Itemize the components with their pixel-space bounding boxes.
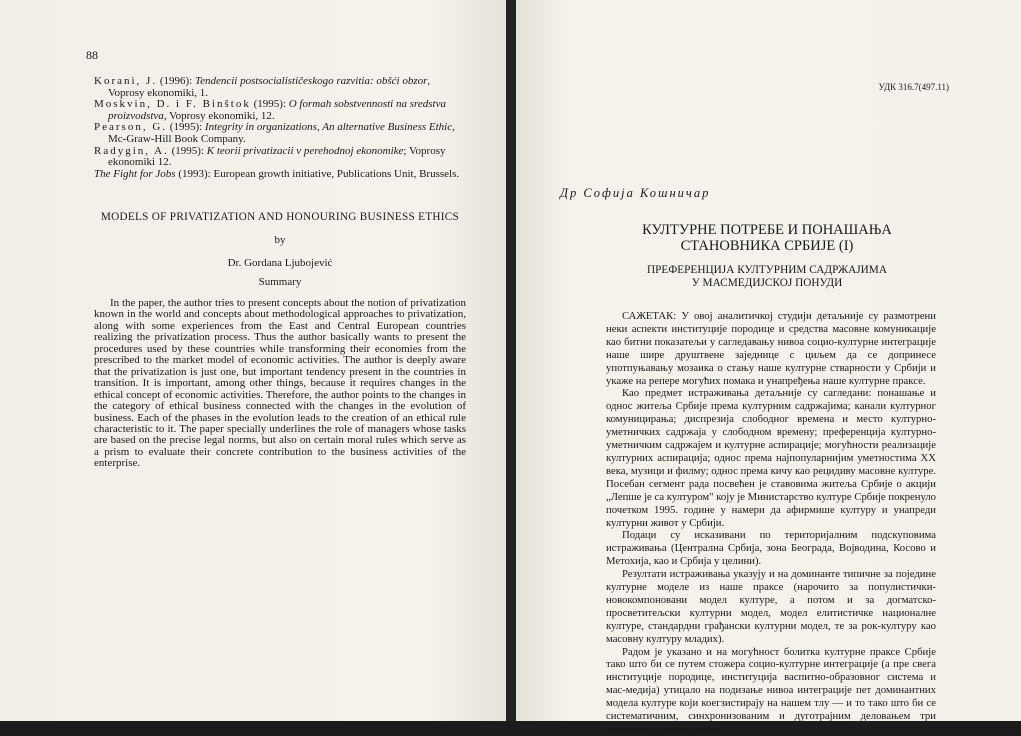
reference-title: The Fight for Jobs xyxy=(94,167,176,180)
left-page xyxy=(0,0,506,721)
abstract-paragraph: Као предмет истраживања детаљније су сагледани: понашање и однос житеља Србије према културним садржајима; канали културног комуницирања; диспрезија слободног времена и место културно-уметничких садржаја у слободном времену; преференција културно-уметничким садржајем и културне аспирације; могућности реализације културних аспирација; однос према најпопуларнијим уметностима XX века, музици и филму; однос према кичу као рецидиву масовне културе. Посебан сегмент рада посвећен је ставовима житеља Србије о акцији „Лепше је са културом" коју је Министарство културе Србије покренуло почетком 1995. године у намери да афирмише културу и унапреди културни живот у Србији. xyxy=(606,387,936,529)
reference-item: Moskvin, D. i F. Binštok (1995): O formah sobstvennosti na sredstva proizvodstva, Voprosy ekonomiki, 12. xyxy=(94,98,446,122)
udk-code: УДК 316.7(497.11) xyxy=(878,82,949,92)
reference-author: Radygin, A. xyxy=(94,144,169,157)
reference-item: The Fight for Jobs (1993): European growth initiative, Publications Unit, Brussels. xyxy=(94,167,460,180)
reference-item: Radygin, A. (1995): K teorii privatizacii v perehodnoj ekonomike; Voprosy ekonomiki 12. xyxy=(94,144,446,169)
article-abstract xyxy=(606,310,936,736)
reference-title: Integrity in organizations, An alternative Business Ethic xyxy=(204,121,453,134)
summary-body: In the paper, the author tries to present concepts about the notion of privatization known in the world and concepts about methodological approaches to privatization, along with some experiences from the East and Central European countries realizing the privatization process. Thus the author basically wants to present the procedures used by these countries while transforming their economies from the prescribed to the market model of economic activities. The author is deeply aware that the privatization is just one, but important tendency present in the countries in transition. It is important, among other things, because it requires changes in the ethical concept of economic activities. Therefore, the author points to the changes in the category of ethical business connected with the changes in the evolution of business. Each of the phases in the evolution leads to the creation of an ethical rule characteristic to it. The paper specially underlines the role of managers whose tasks are based on the precise legal norms, but also on certain moral rules which serve as a prism to evaluate their concrete contribution to the business activities of the enterprise. xyxy=(94,297,466,470)
reference-author: Korani, J. xyxy=(94,75,158,87)
reference-title: Tendencii postsocialističeskogo razvitia: obšći obzor xyxy=(194,75,428,87)
reference-author: Pearson, G. xyxy=(94,121,168,134)
article-title-line: СТАНОВНИКА СРБИЈЕ (I) xyxy=(680,238,854,254)
article-author: Др Софија Кошничар xyxy=(560,186,711,200)
reference-item: Pearson, G. (1995): Integrity in organizations, An alternative Business Ethic, Mc-Graw-Hill Book Company. xyxy=(94,121,455,145)
reference-author: Moskvin, D. i F. Binštok xyxy=(94,98,251,111)
summary-author: Dr. Gordana Ljubojević xyxy=(227,257,333,269)
reference-list xyxy=(94,76,466,180)
article-subtitle-line: У МАСМЕДИЈСКОЈ ПОНУДИ xyxy=(691,277,843,289)
abstract-paragraph: Резултати истраживања указују и на доминанте типичне за поједине културне моделе из наше праксе (нарочито за популистички-новокомпоновани модел културе, а потом и за догматско-просветитељски културни модел, модел елитистичке националне културе, стандардни грађански културни модел, те за рок-културу као масовну културу младих). xyxy=(606,568,936,645)
abstract-paragraph: Радом је указано и на могућност болитка културне праксе Србије тако што би се путем стожера социо-културне интеграције (а пре свега институције породице, институција васпитно-образовног система и мас-медија) утицало на подизање нивоа интеграције пет доминантних модела културе који коегзистирају на нашем тлу — и то тако што би се систематичним, синхронизованим и дуготрајним деловањем три поменута стожера социо- xyxy=(606,645,936,735)
right-page xyxy=(516,0,1021,735)
article-subtitle xyxy=(606,264,928,290)
book-gutter xyxy=(506,0,516,721)
article-title xyxy=(606,222,928,254)
abstract-paragraph: Подаци су исказивани по територијалним подскуповима истраживања (Централна Србија, зона Београда, Војводина, Косово и Метохија, као и Србија у целини). xyxy=(606,529,936,568)
page-number: 88 xyxy=(86,48,98,62)
article-title-line: КУЛТУРНЕ ПОТРЕБЕ И ПОНАШАЊА xyxy=(642,222,892,238)
abstract-paragraph: САЖЕТАК: У овој аналитичкој студији детаљније су размотрени неки аспекти институције породице и средства масовне комуникације као битни показатељи у сагледавању нивоа социо-културне интеграције наше шире друштвене заједнице с циљем да се допринесе употпуњавању мозаика о стању наше културне стварности у Србији и укаже на репере могућих помака и унапређења наше културне праксе. xyxy=(606,310,936,387)
summary-label: Summary xyxy=(258,276,302,288)
summary-by: by xyxy=(274,234,286,246)
reference-title: K teorii privatizacii v perehodnoj ekonomike xyxy=(206,144,404,157)
article-subtitle-line: ПРЕФЕРЕНЦИЈА КУЛТУРНИМ САДРЖАЈИМА xyxy=(646,264,888,276)
summary-title: MODELS OF PRIVATIZATION AND HONOURING BUSINESS ETHICS xyxy=(100,211,460,223)
reference-item: Korani, J. (1996): Tendencii postsocialističeskogo razvitia: obšći obzor, Voprosy ekonomiki, 1. xyxy=(94,75,431,99)
reference-title: O formah sobstvennosti na sredstva proizvodstva xyxy=(108,98,446,122)
